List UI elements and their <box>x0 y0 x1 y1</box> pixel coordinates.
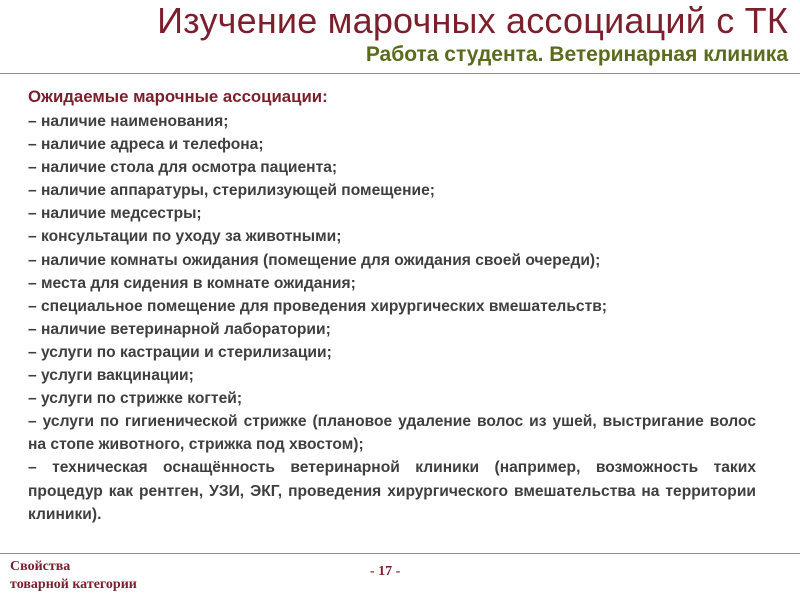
list-item: – наличие аппаратуры, стерилизующей помещение; <box>28 182 435 200</box>
header-divider <box>0 73 800 74</box>
content-heading: Ожидаемые марочные ассоциации: <box>28 87 328 106</box>
list-item: – услуги по кастрации и стерилизации; <box>28 343 332 361</box>
list-item: – услуги по стрижке когтей; <box>28 390 243 408</box>
footer-section-line-2: товарной категории <box>10 577 137 592</box>
list-item: – наличие стола для осмотра пациента; <box>28 159 338 177</box>
page-number: - 17 - <box>370 564 401 579</box>
footer-divider <box>0 553 800 554</box>
list-item: – наличие ветеринарной лаборатории; <box>28 320 331 338</box>
list-item: – наличие комнаты ожидания (помещение для ожидания своей очереди); <box>28 251 601 269</box>
slide-subtitle: Работа студента. Ветеринарная клиника <box>365 43 788 66</box>
list-item: – консультации по уходу за животными; <box>28 228 342 246</box>
footer-section-line-1: Свойства <box>10 559 71 574</box>
list-item: – наличие адреса и телефона; <box>28 136 264 154</box>
list-item: – наличие наименования; <box>28 113 229 130</box>
list-item: – техническая оснащённость ветеринарной клиники (например, возможность таких процедур как рентген, УЗИ, ЭКГ, проведения хирургического вмешательства на территории клиники). <box>28 459 756 523</box>
list-item: – места для сидения в комнате ожидания; <box>28 274 356 292</box>
list-item: – наличие медсестры; <box>28 205 202 223</box>
list-item: – специальное помещение для проведения хирургических вмешательств; <box>28 297 607 315</box>
list-item: – услуги по гигиенической стрижке (плановое удаление волос из ушей, выстригание волос на стопе животного, стрижка под хвостом); <box>28 413 756 454</box>
slide-title: Изучение марочных ассоциаций с ТК <box>157 0 788 41</box>
slide-content <box>28 84 756 526</box>
list-item: – услуги вакцинации; <box>28 367 194 385</box>
footer-section-label <box>10 558 137 594</box>
